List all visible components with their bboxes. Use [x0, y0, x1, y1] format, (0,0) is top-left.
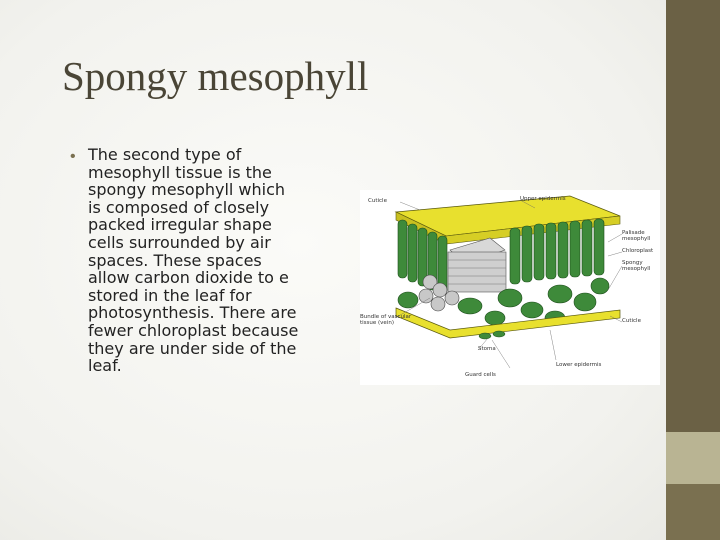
- label-cuticle-top: Cuticle: [368, 198, 387, 204]
- label-lower-epidermis: Lower epidermis: [556, 362, 602, 368]
- label-guard-cells: Guard cells: [465, 372, 496, 378]
- side-accent-bottom: [666, 484, 720, 540]
- bullet-text: The second type of mesophyll tissue is the spongy mesophyll which is composed of closely packed irregular shape cells surrounded by air spaces. These spaces allow carbon dioxide to e stored in the leaf for photosynthesis. There are fewer chloroplast because they are under side of the leaf.: [88, 145, 299, 376]
- label-vascular-bundle: Bundle of vascular tissue (vein): [360, 314, 412, 326]
- label-palisade: Palisade mesophyll: [622, 230, 651, 242]
- side-accent-bar: [666, 0, 720, 540]
- side-accent-middle: [666, 432, 720, 484]
- label-cuticle-bottom: Cuticle: [622, 318, 641, 324]
- bullet-list-item: [70, 146, 360, 375]
- leaf-diagram: [360, 190, 660, 385]
- side-accent-top: [666, 0, 720, 432]
- guard-cell-right: [493, 331, 505, 337]
- label-chloroplast: Chloroplast: [622, 248, 654, 254]
- label-stoma: Stoma: [478, 346, 496, 352]
- leaf-cross-section-figure: [360, 190, 660, 385]
- label-spongy: Spongy mesophyll: [622, 260, 651, 272]
- bullet-marker: •: [70, 148, 76, 165]
- guard-cell-left: [479, 333, 491, 339]
- lower-epidermis-shape: [396, 308, 620, 338]
- slide-title: Spongy mesophyll: [62, 53, 369, 99]
- label-upper-epidermis: Upper epidermis: [520, 196, 566, 202]
